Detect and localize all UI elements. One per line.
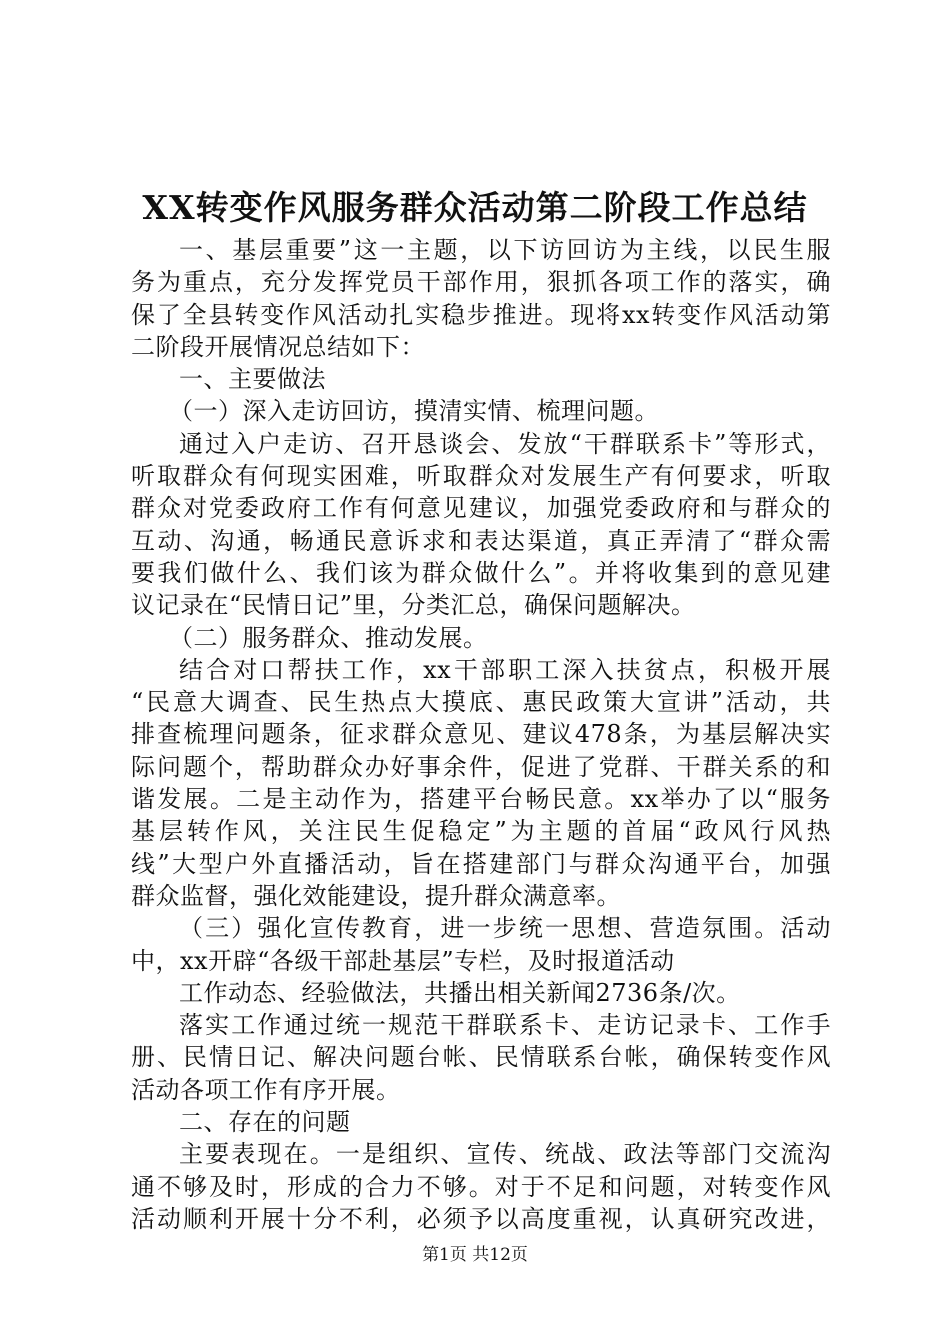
body-line: 务为重点，充分发挥党员干部作用，狠抓各项工作的落实，确 bbox=[131, 268, 831, 297]
body-line: 听取群众有何现实困难，听取群众对发展生产有何要求，听取 bbox=[131, 462, 831, 491]
body-line: 谐发展。二是主动作为，搭建平台畅民意。xx举办了以“服务 bbox=[131, 785, 831, 814]
body-line: 活动顺利开展十分不利，必须予以高度重视，认真研究改进， bbox=[131, 1204, 831, 1233]
subsection-heading: （三）强化宣传教育，进一步统一思想、营造氛围。活动 bbox=[179, 914, 831, 943]
document-title: XX转变作风服务群众活动第二阶段工作总结 bbox=[142, 188, 808, 227]
body-line: 群众对党委政府工作有何意见建议，加强党委政府和与群众的 bbox=[131, 494, 831, 523]
body-line: “民意大调查、民生热点大摸底、惠民政策大宣讲”活动，共 bbox=[131, 688, 831, 717]
body-line: 中，xx开辟“各级干部赴基层”专栏，及时报道活动 bbox=[131, 946, 675, 975]
body-line: 通不够及时，形成的合力不够。对于不足和问题，对转变作风 bbox=[131, 1172, 831, 1201]
body-line: 通过入户走访、召开恳谈会、发放“干群联系卡”等形式， bbox=[179, 429, 831, 458]
body-line: 际问题个，帮助群众办好事余件，促进了党群、干群关系的和 bbox=[131, 752, 831, 781]
section-heading: 一、主要做法 bbox=[179, 365, 326, 394]
body-line: 二阶段开展情况总结如下： bbox=[131, 332, 425, 361]
body-line: 落实工作通过统一规范干群联系卡、走访记录卡、工作手 bbox=[179, 1011, 831, 1040]
document-body bbox=[131, 234, 831, 1235]
body-line: 保了全县转变作风活动扎实稳步推进。现将xx转变作风活动第 bbox=[131, 300, 831, 329]
body-line: 结合对口帮扶工作，xx干部职工深入扶贫点，积极开展 bbox=[179, 655, 831, 684]
body-line: 群众监督，强化效能建设，提升群众满意率。 bbox=[131, 881, 621, 910]
section-heading: 二、存在的问题 bbox=[179, 1108, 351, 1137]
body-line: 活动各项工作有序开展。 bbox=[131, 1075, 401, 1104]
body-line: 工作动态、经验做法，共播出相关新闻2736条/次。 bbox=[179, 978, 741, 1007]
body-line: 册、民情日记、解决问题台帐、民情联系台帐，确保转变作风 bbox=[131, 1043, 831, 1072]
body-line: 主要表现在。一是组织、宣传、统战、政法等部门交流沟 bbox=[179, 1140, 831, 1169]
body-line: 线”大型户外直播活动，旨在搭建部门与群众沟通平台，加强 bbox=[131, 849, 831, 878]
body-line: 议记录在“民情日记”里，分类汇总，确保问题解决。 bbox=[131, 591, 696, 620]
subsection-heading: （一）深入走访回访，摸清实情、梳理问题。 bbox=[169, 397, 659, 426]
page-number: 第1页 共12页 bbox=[422, 1245, 528, 1265]
subsection-heading: （二）服务群众、推动发展。 bbox=[169, 623, 488, 652]
body-line: 排查梳理问题条，征求群众意见、建议478条，为基层解决实 bbox=[131, 720, 831, 749]
body-line: 基层转作风，关注民生促稳定”为主题的首届“政风行风热 bbox=[131, 817, 831, 846]
body-line: 要我们做什么、我们该为群众做什么”。并将收集到的意见建 bbox=[131, 558, 831, 587]
body-line: 一、基层重要”这一主题，以下访回访为主线，以民生服 bbox=[179, 236, 831, 264]
body-line: 互动、沟通，畅通民意诉求和表达渠道，真正弄清了“群众需 bbox=[131, 526, 831, 555]
